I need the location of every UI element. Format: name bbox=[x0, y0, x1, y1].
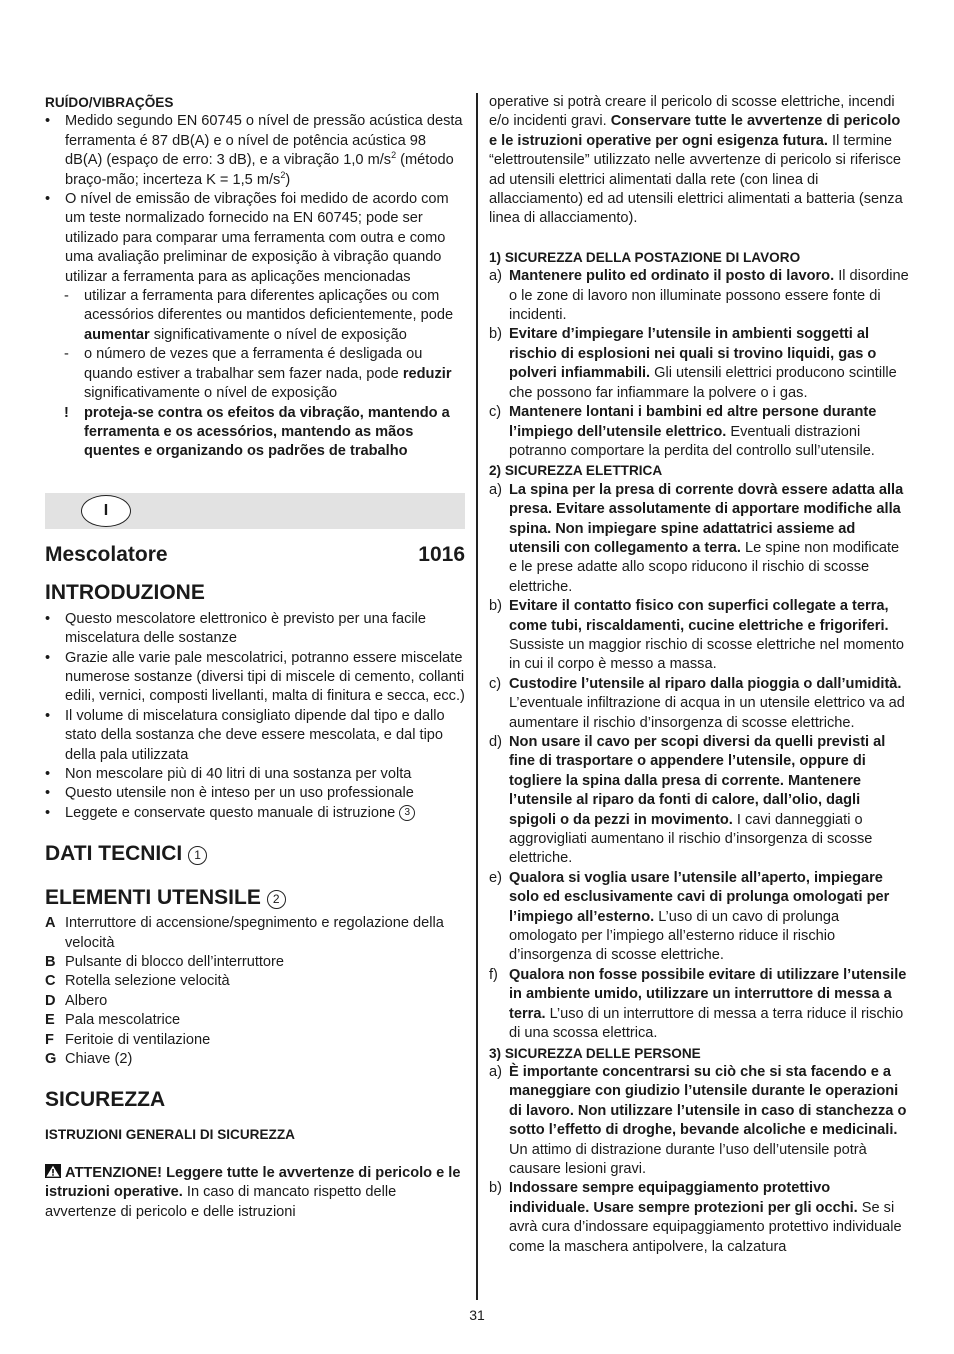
continuation-paragraph: operative si potrà creare il pericolo di scosse elettriche, incendi e/o incidenti gravi. Conservare tutte le avvertenze di pericolo e le istruzioni operative per ogni esigenza futura. Il termine “elettroutensile” utilizzato nelle avvertenze di pericolo si riferisce ad utensili elettrici alimentati dalla rete (con linea di allacciamento) ed ad utensili elettrici alimentati a batteria (senza linea di allacciamento). bbox=[489, 94, 903, 227]
list-item: b) Indossare sempre equipaggiamento protettivo individuale. Usare sempre protezioni per gli occhi. Se si avrà cura d’indossare equipaggiamento protettivo individuale come la maschera antipolvere, la calzatura bbox=[489, 1180, 902, 1255]
warning-triangle-icon bbox=[45, 1164, 61, 1178]
section-heading-3: 3) SICUREZZA DELLE PERSONE bbox=[489, 1045, 701, 1061]
list-item: • O nível de emissão de vibrações foi medido de acordo com um teste normalizado fornecido na EN 60745; pode ser utilizado para comparar uma ferramenta com outra e como uma avaliação preliminar de exposição à vibração quando utilizar a ferramenta para as aplicações mencionadas bbox=[45, 191, 449, 285]
elementi-title: ELEMENTI UTENSILE 2 bbox=[45, 885, 465, 911]
page-number: 31 bbox=[469, 1307, 485, 1323]
language-code-badge: I bbox=[81, 495, 131, 527]
list-item: D Albero bbox=[45, 992, 108, 1009]
sub-list-item: - o número de vezes que a ferramenta é desligada ou quando estiver a trabalhar sem fazer nada, pode reduzir significativamente o nível de exposição bbox=[64, 346, 452, 402]
list-item: E Pala mescolatrice bbox=[45, 1012, 181, 1029]
list-item: • Medido segundo EN 60745 o nível de pressão acústica desta ferramenta é 87 dB(A) e o nível de potência acústica 98 dB(A) (espaço de erro: 3 dB), e a vibração 1,0 $m/s^2$ (método braço-mão; incerteza K = 1,5 $m/s^2$) bbox=[45, 113, 463, 188]
bullet: • bbox=[45, 113, 51, 130]
figure-ref: 1 bbox=[188, 846, 207, 865]
language-banner bbox=[45, 493, 465, 529]
list-item: b) Evitare il contatto fisico con superfici collegate a terra, come tubi, riscaldamenti, cucine elettriche e frigoriferi. Sussiste un maggior rischio di scosse elettriche nel momento in cui il corpo è messo a massa. bbox=[489, 598, 905, 673]
list-item: c) Custodire l’utensile al riparo dalla pioggia o dall’umidità. L’eventuale infiltrazione di acqua in un utensile elettrico va ad aumentare il rischio d’insorgenza di scosse elettriche. bbox=[489, 675, 905, 731]
bullet: • bbox=[45, 191, 51, 208]
list-item: b) Evitare d’impiegare l’utensile in ambienti soggetti al rischio di esplosioni nei quali si trovino liquidi, gas o polveri infiammabili. Gli utensili elettrici producono scintille che possono far infiammare la polvere o i gas. bbox=[489, 326, 897, 401]
list-item: F Feritoie di ventilazione bbox=[45, 1031, 211, 1048]
list-item: • Il volume di miscelatura consigliato dipende dal tipo e dallo stato della sostanza che deve essere mescolata, e dal tipo della pala utilizzata bbox=[45, 707, 445, 763]
product-number: 1016 bbox=[418, 542, 465, 566]
list-item: • Questo utensile non è inteso per un uso professionale bbox=[45, 785, 414, 802]
list-item: G Chiave (2) bbox=[45, 1051, 133, 1068]
list-item: a) La spina per la presa di corrente dovrà essere adatta alla presa. Evitare assolutamente di apportare modifiche alla spina. Non impiegare spine adattatrici assieme ad utensili con collegamento a terra. Le spine non modificate e le prese adatte allo scopo riducono il rischio di scosse elettriche. bbox=[489, 481, 904, 595]
dati-title: DATI TECNICI 1 bbox=[45, 841, 465, 867]
sub-list-item-warning: ! proteja-se contra os efeitos da vibração, mantendo a ferramenta e os acessórios, mantendo as mãos quentes e organizando os padrões de trabalho bbox=[64, 404, 450, 460]
left-column bbox=[45, 93, 465, 1222]
section-heading-2: 2) SICUREZZA ELETTRICA bbox=[489, 463, 663, 479]
list-item: e) Qualora si voglia usare l’utensile all’aperto, impiegare solo ed esclusivamente cavi di prolunga omologati per l’impiego all’esterno. L’uso di un cavo di prolunga omologato per l’impiego all’esterno riduce il rischio d’insorgenza di scosse elettriche. bbox=[489, 869, 890, 964]
list-item: • Non mescolare più di 40 litri di una sostanza per volta bbox=[45, 765, 412, 782]
sub-list-item: - utilizar a ferramenta para diferentes aplicações ou com acessórios diferentes ou mantidos deficientemente, pode aumentar significativamente o nível de exposição bbox=[64, 288, 454, 343]
section-heading-rumore: RUÍDO/VIBRAÇÕES bbox=[45, 95, 174, 110]
intro-title: INTRODUZIONE bbox=[45, 580, 205, 604]
figure-ref: 3 bbox=[399, 805, 415, 821]
sicurezza-title: SICUREZZA bbox=[45, 1088, 166, 1112]
list-item: B Pulsante di blocco dell’interruttore bbox=[45, 954, 285, 970]
list-item: • Questo mescolatore elettronico è previsto per una facile miscelatura delle sostanze bbox=[45, 610, 426, 647]
column-divider bbox=[476, 93, 478, 1300]
list-item: a) È importante concentrarsi su ciò che si sta facendo e a maneggiare con giudizio l’utensile durante le operazioni di lavoro. Non utilizzare l’utensile in caso di stanchezza o sotto l’effetto di droghe, bevande alcoliche e medicinali. Un attimo di distrazione durante l’uso dell’utensile potrà causare lesioni gravi. bbox=[489, 1063, 907, 1177]
elementi-list bbox=[45, 914, 465, 1069]
intro-list bbox=[45, 610, 465, 823]
istruzioni-heading: ISTRUZIONI GENERALI DI SICUREZZA bbox=[45, 1127, 295, 1143]
list-item: a) Mantenere pulito ed ordinato il posto di lavoro. Il disordine o le zone di lavoro non illuminate possono essere fonte di incidenti. bbox=[489, 268, 909, 324]
list-item: • Grazie alle varie pale mescolatrici, potranno essere miscelate numerose sostanze (diversi tipi di miscele di cemento, collanti edili, vernici, composti livellanti, malta di finitura e secca, ecc.) bbox=[45, 649, 465, 705]
right-column bbox=[489, 93, 910, 1257]
section-heading-1: 1) SICUREZZA DELLA POSTAZIONE DI LAVORO bbox=[489, 249, 801, 265]
figure-ref: 2 bbox=[267, 890, 286, 909]
product-title-line bbox=[45, 542, 465, 568]
list-item: A Interruttore di accensione/spegnimento e regolazione della velocità bbox=[45, 915, 444, 951]
list-item: d) Non usare il cavo per scopi diversi da quelli previsti al fine di trasportare o appendere l’utensile, oppure di togliere la spina dalla presa di corrente. Mantenere l’utensile al riparo da fonti di calore, dall’olio, dagli spigoli o da pezzi in movimento. I cavi danneggiati o aggrovigliati aumentano il rischio d’insorgenza di scosse elettriche. bbox=[489, 734, 886, 867]
attenzione-paragraph: ATTENZIONE! Leggere tutte le avvertenze di pericolo e le istruzioni operative. In caso di mancato rispetto delle avvertenze di pericolo e delle istruzioni bbox=[45, 1164, 461, 1220]
list-item: f) Qualora non fosse possibile evitare di utilizzare l’utensile in ambiente umido, utilizzare un interruttore di messa a terra. L’uso di un interruttore di messa a terra riduce il rischio di una scossa elettrica. bbox=[489, 966, 907, 1042]
product-name: Mescolatore bbox=[45, 542, 168, 566]
list-item: C Rotella selezione velocità bbox=[45, 973, 230, 990]
list-item: • Leggete e conservate questo manuale di istruzione 3 bbox=[45, 804, 465, 823]
list-item: c) Mantenere lontani i bambini ed altre persone durante l’impiego dell’utensile elettrico. Eventuali distrazioni potranno comportare la perdita del controllo sull’utensile. bbox=[489, 404, 877, 459]
